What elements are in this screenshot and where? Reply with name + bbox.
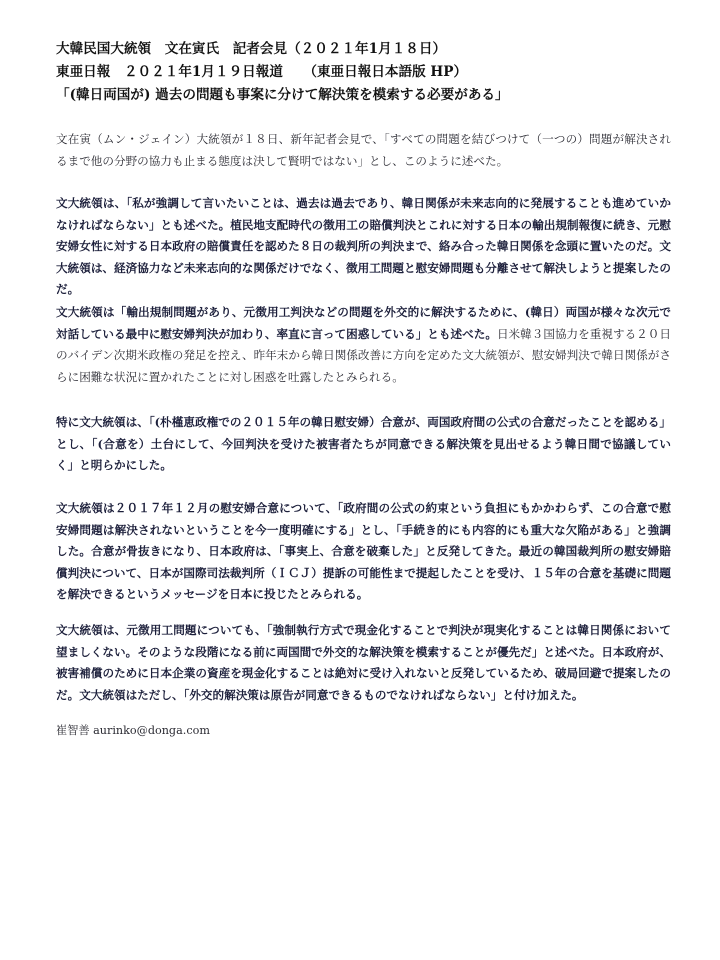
paragraph-6: 文大統領は、元徴用工問題についても、「強制執行方式で現金化することで判決が現実化することは韓日関係において望ましくない。そのような段階になる前に両国間で外交的な解決策を模索することが優先だ」と述べた。日本政府が、被害補償のために日本企業の資産を現金化することは絶対に受け入れないと反発しているため、破局回避で提案したのだ。文大統領はただし、「外交的解決策は原告が同意できるものでなければならない」と付け加えた。	[56, 623, 671, 702]
paragraph-3-quote: 文大統領は「輸出規制問題があり、元徴用工判決などの問題を外交的に解決するために、(韓日）両国が様々な次元で対話している最中に慰安婦判決が加わり、率直に言って困惑している」とも述べた。	[56, 305, 671, 341]
paragraph-3-analysis: 日米韓３国協力を重視する２０日のバイデン次期米政権の発足を控え、昨年末から韓日関係改善に方向を定めた文大統領が、慰安婦判決で韓日関係がさらに困難な状況に置かれたことに対し困惑を吐露したとみられる。	[56, 326, 671, 384]
paragraph-3	[56, 302, 671, 388]
byline: 崔智善 aurinko@donga.com	[56, 724, 210, 737]
header-line-1: 大韓民国大統領 文在寅氏 記者会見（２０２１年1月１８日）	[56, 41, 447, 57]
headline-quote: 「(韓日両国が) 過去の問題も事案に分けて解決策を模索する必要がある」	[56, 87, 509, 103]
paragraph-5: 文大統領は２０１７年１２月の慰安婦合意について、「政府間の公式の約束という負担にもかかわらず、この合意で慰安婦問題は解決されないということを今一度明確にする」とし、「手続き的にも内容的にも重大な欠陥がある」と強調した。合意が骨抜きになり、日本政府は、「事実上、合意を破棄した」と反発してきた。最近の韓国裁判所の慰安婦賠償判決について、日本が国際司法裁判所（ＩＣＪ）提訴の可能性まで提起したことを受け、１５年の合意を基礎に問題を解決できるというメッセージを日本に投じたとみられる。	[56, 501, 671, 601]
paragraph-1: 文在寅（ムン・ジェイン）大統領が１８日、新年記者会見で、「すべての問題を結びつけて（一つの）問題が解決されるまで他の分野の協力も止まる態度は決して賢明ではない」とし、このように述べた。	[56, 132, 671, 168]
paragraph-4: 特に文大統領は、「(朴槿恵政権での２０１５年の韓日慰安婦）合意が、両国政府間の公式の合意だったことを認める」とし、「(合意を）土台にして、今回判決を受けた被害者たちが同意できる解決策を見出せるよう韓日間で協議していく」と明らかにした。	[56, 415, 671, 472]
header-line-2: 東亜日報 ２０２１年1月１９日報道 （東亜日報日本語版 HP）	[56, 64, 468, 80]
paragraph-2: 文大統領は、「私が強調して言いたいことは、過去は過去であり、韓日関係が未来志向的に発展することも進めていかなければならない」とも述べた。植民地支配時代の徴用工の賠償判決とこれに対する日本の輸出規制報復に続き、元慰安婦女性に対する日本政府の賠償責任を認めた８日の裁判所の判決まで、絡み合った韓日関係を念頭に置いたのだ。文大統領は、経済協力など未来志向的な関係だけでなく、徴用工問題と慰安婦問題も分離させて解決しようと提案したのだ。	[56, 196, 671, 296]
